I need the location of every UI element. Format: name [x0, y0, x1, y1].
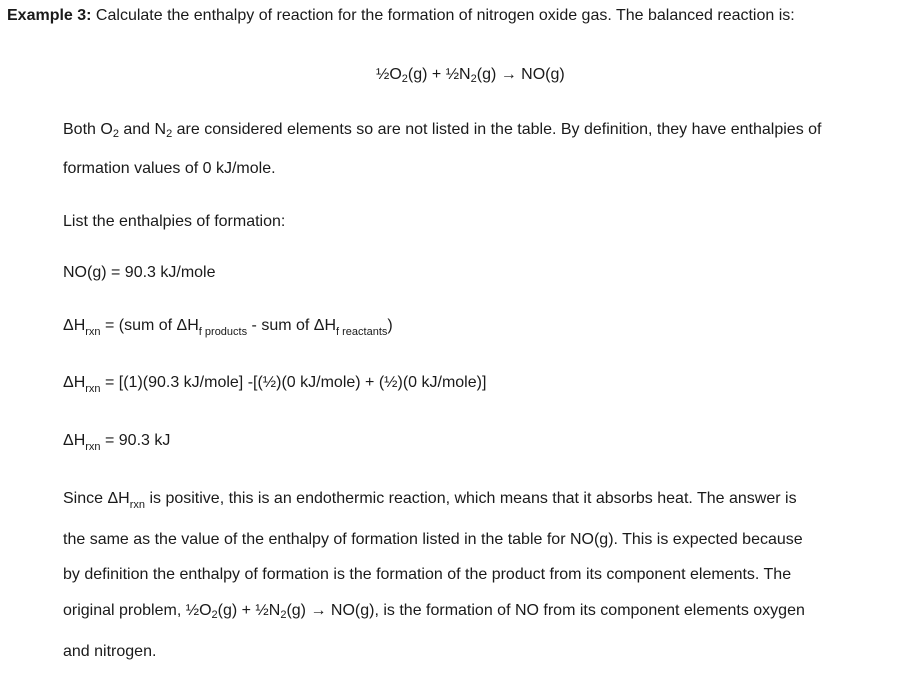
paragraph-2-line-3: by definition the enthalpy of formation is the formation of the product from its component elements. The: [63, 566, 792, 583]
text: (g) + ½N: [217, 602, 281, 619]
text: is positive, this is an endothermic reaction, which means that it absorbs heat. The answer is: [145, 490, 797, 507]
subscript: rxn: [85, 441, 101, 453]
paragraph-2-line-1: [63, 489, 797, 509]
subscript: 2: [211, 609, 218, 621]
text: original problem, ½O: [63, 602, 212, 619]
text: (g) → NO(g), is the formation of NO from its component elements oxygen: [286, 602, 805, 619]
text: are considered elements so are not listed in the table. By definition, they have enthalpies of: [172, 121, 822, 138]
text: ΔH: [63, 432, 86, 449]
text: ΔH: [63, 317, 86, 334]
subscript: 2: [112, 128, 119, 140]
paragraph-2-line-5: and nitrogen.: [63, 643, 157, 660]
equation-text: ½O: [376, 66, 402, 83]
subscript: 2: [280, 609, 287, 621]
example-prompt: Calculate the enthalpy of reaction for the formation of nitrogen oxide gas. The balanced reaction is:: [91, 7, 795, 24]
list-intro: List the enthalpies of formation:: [63, 213, 286, 230]
paragraph-1-line-2: formation values of 0 kJ/mole.: [63, 160, 276, 177]
text: and N: [118, 121, 167, 138]
balanced-equation: [376, 65, 565, 85]
enthalpy-formula: [63, 316, 393, 336]
enthalpy-substitution: [63, 373, 486, 393]
no-enthalpy-value: NO(g) = 90.3 kJ/mole: [63, 264, 216, 281]
paragraph-1-line-1: [63, 120, 822, 140]
text: Both O: [63, 121, 113, 138]
subscript: rxn: [85, 383, 101, 395]
text: Since ΔH: [63, 490, 130, 507]
text: = [(1)(90.3 kJ/mole] -[(½)(0 kJ/mole) + (½)(0 kJ/mole)]: [100, 374, 487, 391]
paragraph-2-line-4: [63, 601, 805, 621]
equation-text: (g) + ½N: [407, 66, 471, 83]
equation-text: (g) → NO(g): [476, 66, 565, 83]
enthalpy-result: [63, 431, 170, 451]
subscript: rxn: [85, 326, 101, 338]
text: = (sum of ΔH: [100, 317, 199, 334]
example-label: Example 3:: [7, 7, 92, 24]
text: = 90.3 kJ: [100, 432, 171, 449]
subscript: rxn: [129, 499, 145, 511]
subscript: f reactants: [336, 326, 388, 338]
text: - sum of ΔH: [247, 317, 337, 334]
text: ΔH: [63, 374, 86, 391]
paragraph-2-line-2: the same as the value of the enthalpy of formation listed in the table for NO(g). This is expected because: [63, 531, 803, 548]
text: ): [387, 317, 393, 334]
example-heading: [7, 6, 795, 26]
subscript: 2: [470, 73, 477, 85]
subscript: 2: [401, 73, 408, 85]
subscript: f products: [198, 326, 248, 338]
subscript: 2: [166, 128, 173, 140]
